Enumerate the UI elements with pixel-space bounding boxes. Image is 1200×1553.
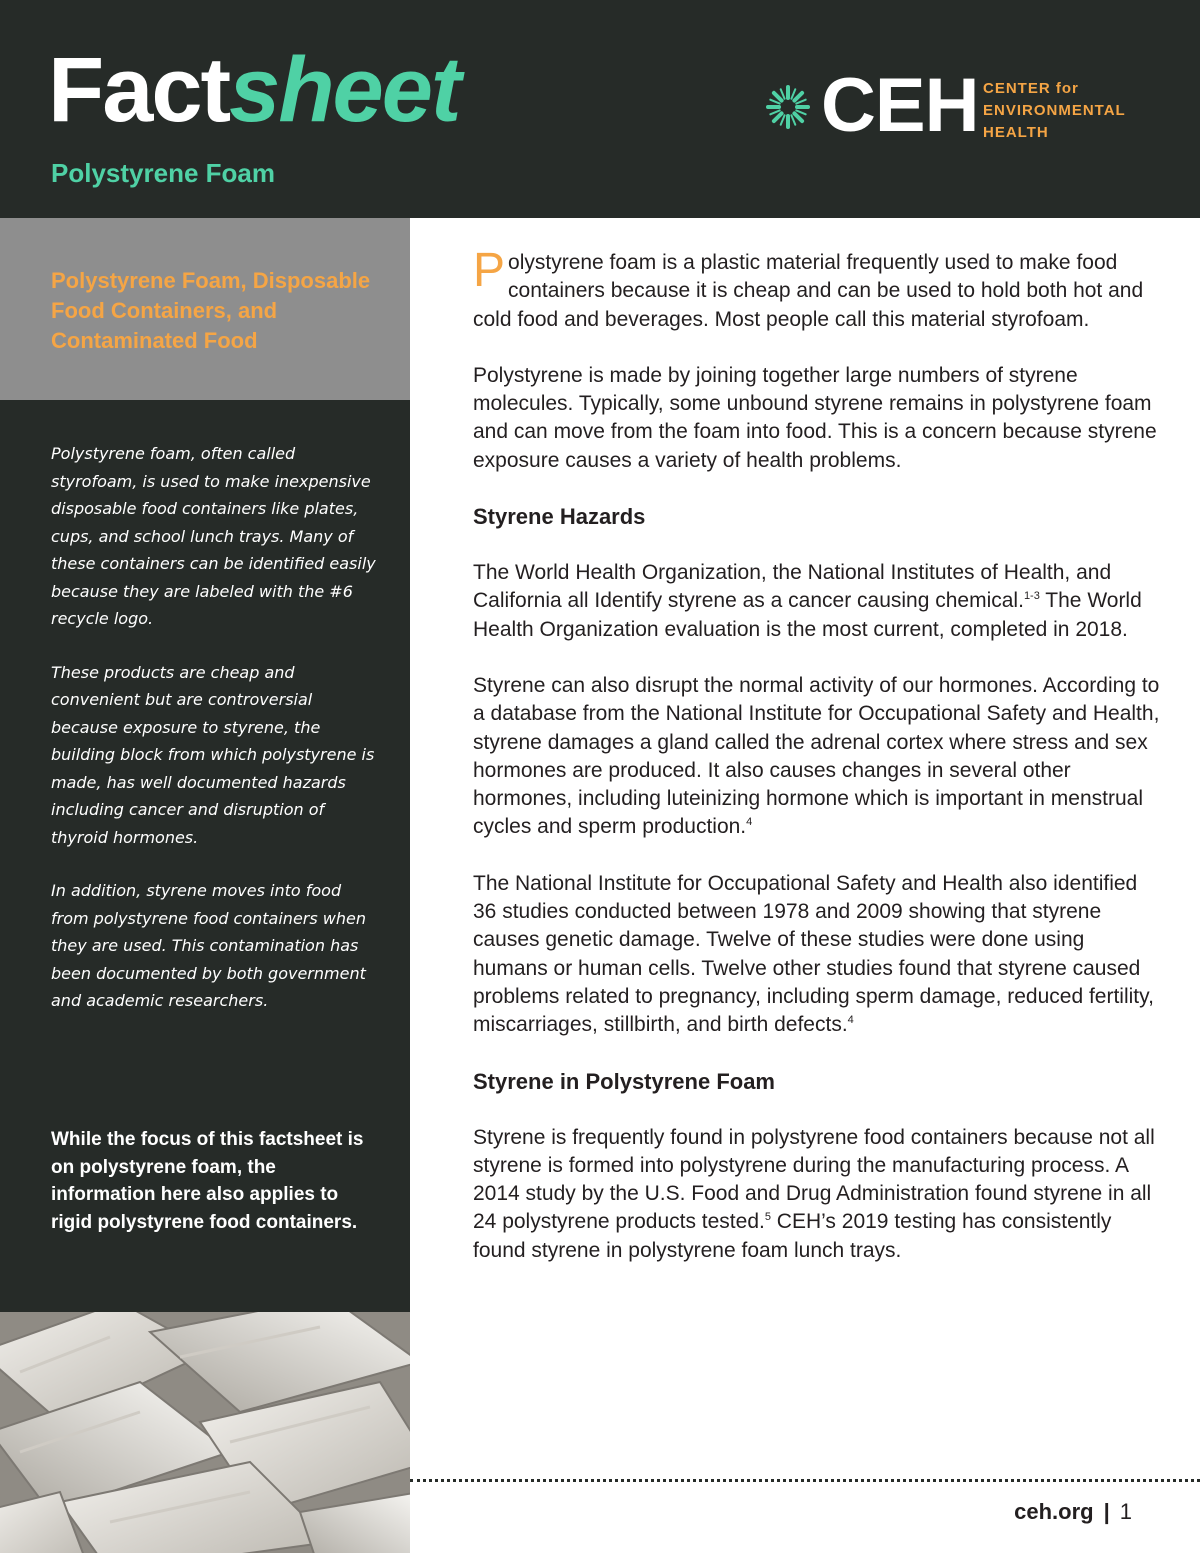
factsheet-title xyxy=(48,39,460,141)
paragraph-text: Styrene can also disrupt the normal activity of our hormones. According to a database from the National Institute for Occupational Safety and Health, styrene damages a gland called the adrenal cortex where stress and sex hormones are produced. It also causes changes in several other hormones, including luteinizing hormone which is important in menstrual cycles and sperm production. xyxy=(473,673,1160,839)
citation-ref: 1-3 xyxy=(1023,590,1040,603)
sidebar-paragraph: Polystyrene foam, often called styrofoam, is used to make inexpensive disposable food containers like plates, cups, and school lunch trays. Many of these containers can be identified easily because they are labeled with the #6 recycle logo. xyxy=(51,444,376,628)
logo-line-3: HEALTH xyxy=(983,124,1049,141)
citation-ref: 5 xyxy=(764,1211,771,1224)
body-paragraph xyxy=(473,672,1163,842)
paragraph-text: Styrene is frequently found in polystyrene food containers because not all styrene is formed into polystyrene during the manufacturing process. A 2014 study by the U.S. Food and Drug Administration found styrene in all 24 polystyrene products tested. xyxy=(473,1125,1155,1234)
logo-line-2: ENVIRONMENTAL xyxy=(983,102,1126,119)
body-paragraph xyxy=(473,559,1163,644)
sidebar-paragraph: These products are cheap and convenient but are controversial because exposure to styrene, the building block from which polystyrene is made, has well documented hazards including cancer and disruption of thyroid hormones. xyxy=(51,662,375,847)
main-content xyxy=(473,244,1163,1293)
sunburst-logo-icon xyxy=(763,82,813,132)
document-subtitle: Polystyrene Foam xyxy=(51,158,275,188)
page-number: 1 xyxy=(1119,1499,1132,1524)
header-band xyxy=(0,0,1200,218)
section-heading-hazards: Styrene Hazards xyxy=(473,504,646,530)
footer-separator: | xyxy=(1103,1499,1110,1524)
page-footer xyxy=(1014,1499,1132,1525)
footer-url[interactable]: ceh.org xyxy=(1014,1499,1094,1524)
title-sheet: sheet xyxy=(229,39,460,141)
title-fact: Fact xyxy=(48,39,230,141)
drop-cap: P xyxy=(473,244,506,297)
footer-divider xyxy=(410,1479,1200,1482)
intro-text: olystyrene foam is a plastic material frequently used to make food containers because it is cheap and can be used to hold both hot and cold food and beverages. Most people call this material styrofoam. xyxy=(473,251,1144,331)
foam-trays-image xyxy=(0,1312,410,1553)
body-paragraph xyxy=(473,870,1163,1040)
sidebar-text xyxy=(51,440,381,1041)
sidebar-bold-note: While the focus of this factsheet is on polystyrene foam, the information here also applies to rigid polystyrene food containers. xyxy=(51,1129,364,1233)
citation-ref: 4 xyxy=(746,816,753,829)
body-paragraph: Polystyrene is made by joining together large numbers of styrene molecules. Typically, some unbound styrene remains in polystyrene foam and can move from the foam into food. This is a concern because styrene exposure causes a variety of health problems. xyxy=(473,363,1157,472)
sidebar-heading: Polystyrene Foam, Disposable Food Containers, and Contaminated Food xyxy=(51,268,371,353)
intro-paragraph xyxy=(473,244,1163,334)
body-paragraph xyxy=(473,1124,1163,1265)
section-heading-foam: Styrene in Polystyrene Foam xyxy=(473,1068,775,1094)
foam-containers-photo xyxy=(0,1312,410,1553)
logo-fullname xyxy=(983,78,1126,144)
logo-abbreviation: CEH xyxy=(821,63,979,148)
logo-line-1: CENTER for xyxy=(983,80,1079,97)
paragraph-text: The World Health Organization, the National Institutes of Health, and California all Identify styrene as a cancer causing chemical. xyxy=(473,561,1112,613)
paragraph-text: CEH’s 2019 testing has consistently found styrene in polystyrene foam lunch trays. xyxy=(473,1210,1112,1262)
ceh-logo xyxy=(763,63,1163,148)
paragraph-text: The World Health Organization evaluation is the most current, completed in 2018. xyxy=(473,589,1142,641)
paragraph-text: The National Institute for Occupational Safety and Health also identified 36 studies conducted between 1978 and 2009 showing that styrene causes genetic damage. Twelve of these studies were done using humans or human cells. Twelve other studies found that styrene caused problems related to pregnancy, including sperm damage, reduced fertility, miscarriages, stillbirth, and birth defects. xyxy=(473,871,1154,1037)
sidebar-paragraph: In addition, styrene moves into food from polystyrene food containers when they are used. This contamination has been documented by both government and academic researchers. xyxy=(51,881,366,1010)
citation-ref: 4 xyxy=(847,1014,854,1027)
